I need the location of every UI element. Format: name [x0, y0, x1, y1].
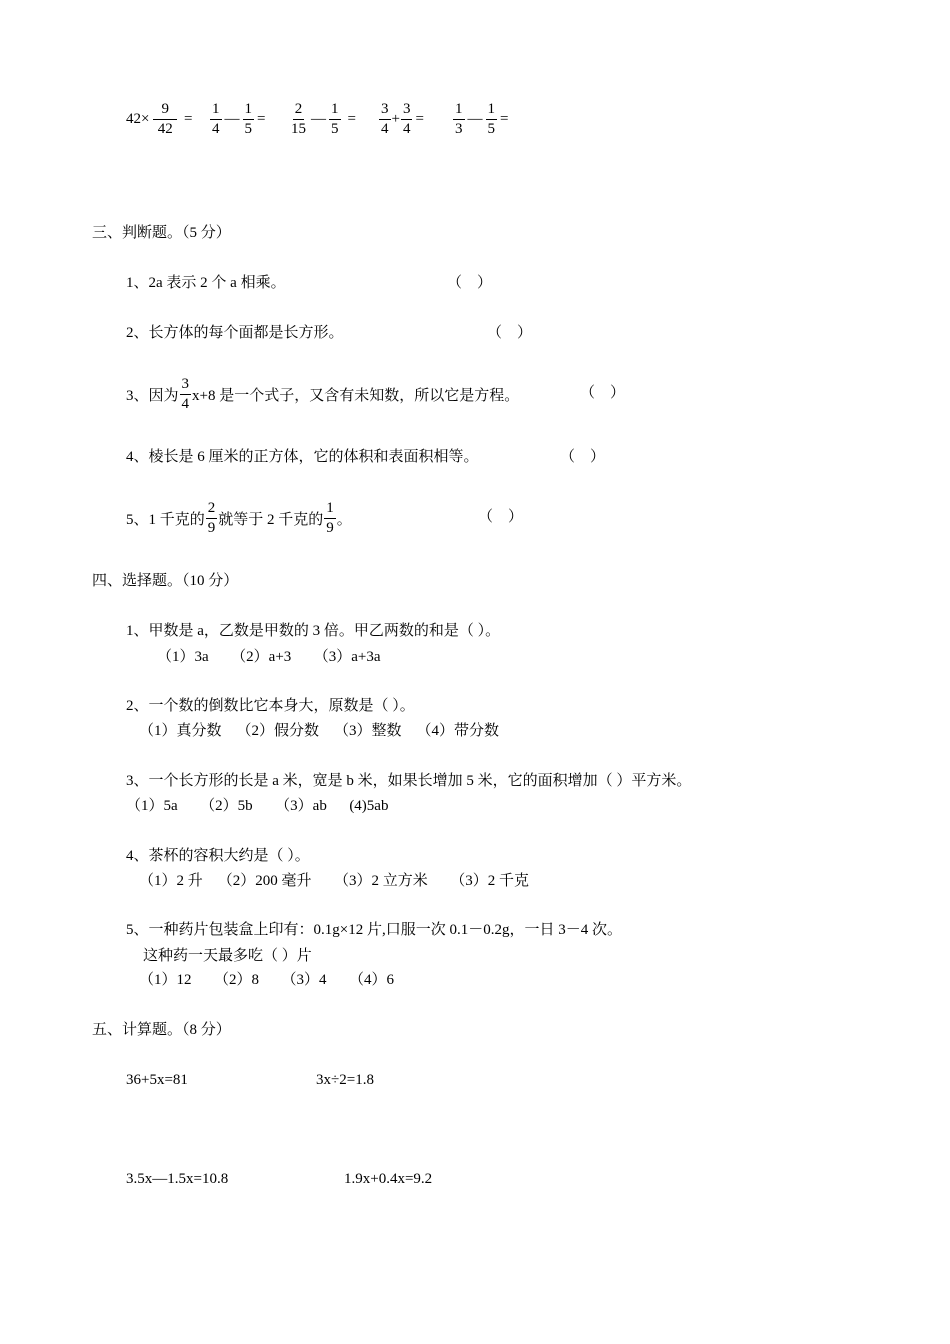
expr-5-fraction-a — [453, 101, 465, 138]
fraction-denominator: 5 — [487, 121, 495, 137]
choice-q1-options: （1）3a （2）a+3 （3）a+3a — [157, 649, 381, 665]
choice-q5-options: （1）12 （2）8 （3）4 （4）6 — [139, 972, 395, 988]
fraction-denominator: 5 — [331, 121, 339, 137]
expr-4-operator: + — [391, 111, 400, 127]
fraction-denominator: 4 — [381, 121, 389, 137]
fraction-denominator: 9 — [207, 520, 216, 536]
fraction-numerator: 1 — [486, 101, 498, 120]
expr-4-equals: = — [415, 111, 424, 127]
expr-3-fraction-b — [329, 101, 341, 138]
expr-5-operator: — — [467, 111, 483, 127]
judge-q3-text — [126, 376, 519, 413]
choice-q2-text: 2、一个数的倒数比它本身大，原数是（ ）。 — [126, 698, 415, 714]
expr-3-fraction-a — [289, 101, 308, 138]
calc-equation-4: 1.9x+0.4x=9.2 — [344, 1171, 433, 1187]
expr-2-fraction-a — [210, 101, 222, 138]
judge-q5-fraction-a — [206, 500, 218, 537]
expr-2-equals: = — [257, 111, 266, 127]
judge-q3-prefix: 3、因为 — [126, 388, 179, 404]
judge-q5-middle: 就等于 2 千克的 — [218, 512, 324, 528]
expr-1-prefix: 42× — [126, 111, 150, 127]
expr-4-fraction-b — [401, 101, 413, 138]
section5-title: 五、计算题。（8 分） — [92, 1022, 231, 1038]
expr-4 — [378, 101, 426, 138]
judge-q5-fraction-b — [324, 500, 336, 537]
calc-equation-3: 3.5x—1.5x=10.8 — [126, 1171, 229, 1187]
fraction-denominator: 9 — [326, 520, 334, 536]
fraction-denominator: 3 — [455, 121, 463, 137]
calc-equation-1: 36+5x=81 — [126, 1072, 188, 1088]
judge-q4-text: 4、棱长是 6 厘米的正方体，它的体积和表面积相等。 — [126, 449, 479, 465]
fraction-numerator: 2 — [293, 101, 305, 120]
fraction-numerator: 1 — [243, 101, 255, 120]
expr-3-equals: = — [347, 111, 356, 127]
fraction-numerator: 1 — [210, 101, 222, 120]
choice-q5-line2: 这种药一天最多吃（ ）片 — [143, 948, 312, 964]
expr-2-fraction-b — [243, 101, 255, 138]
expr-5-fraction-b — [486, 101, 498, 138]
judge-q3-fraction — [180, 376, 192, 413]
choice-q4-options: （1）2 升 （2）200 毫升 （3）2 立方米 （3）2 千克 — [139, 873, 530, 889]
choice-q1-text: 1、甲数是 a，乙数是甲数的 3 倍。甲乙两数的和是（ ）。 — [126, 623, 501, 639]
expr-3 — [288, 101, 358, 138]
choice-q3-options: （1）5a （2）5b （3）ab (4)5ab — [126, 798, 389, 814]
expr-1-fraction — [153, 101, 177, 138]
expr-4-fraction-a — [379, 101, 391, 138]
expr-5 — [452, 101, 510, 138]
judge-q3-answer-blank[interactable]: （ ） — [580, 385, 626, 401]
fraction-numerator: 1 — [324, 500, 336, 519]
judge-q5-suffix: 。 — [336, 512, 352, 528]
calc-equation-2: 3x÷2=1.8 — [316, 1072, 374, 1088]
fraction-denominator: 42 — [157, 121, 173, 137]
fraction-numerator: 3 — [379, 101, 391, 120]
fraction-denominator: 4 — [402, 121, 411, 137]
judge-q4-answer-blank[interactable]: （ ） — [560, 449, 606, 465]
fraction-numerator: 1 — [329, 101, 341, 120]
judge-q5-text — [126, 500, 352, 537]
expr-3-operator: — — [311, 111, 326, 127]
section4-title: 四、选择题。（10 分） — [92, 573, 239, 589]
fraction-numerator: 3 — [401, 101, 413, 120]
judge-q5-answer-blank[interactable]: （ ） — [478, 509, 524, 525]
choice-q4-text: 4、茶杯的容积大约是（ ）。 — [126, 848, 310, 864]
expr-2 — [209, 101, 267, 138]
expr-5-equals: = — [500, 111, 509, 127]
fraction-numerator: 1 — [453, 101, 465, 120]
fraction-numerator: 3 — [180, 376, 192, 395]
choice-q2-options: （1）真分数 （2）假分数 （3）整数 （4）带分数 — [139, 723, 500, 739]
fraction-numerator: 9 — [153, 101, 177, 120]
judge-q1-text: 1、2a 表示 2 个 a 相乘。 — [126, 275, 286, 291]
expr-2-operator: — — [224, 111, 240, 127]
choice-q5-text: 5、一种药片包装盒上印有：0.1g×12 片,口服一次 0.1－0.2g，一日 3－4 次。 — [126, 922, 622, 938]
judge-q1-answer-blank[interactable]: （ ） — [447, 275, 493, 291]
fraction-denominator: 5 — [244, 121, 252, 137]
fraction-denominator: 4 — [212, 121, 220, 137]
judge-q3-suffix: x+8 是一个式子，又含有未知数，所以它是方程。 — [192, 388, 520, 404]
fraction-numerator: 2 — [206, 500, 218, 519]
choice-q3-text: 3、一个长方形的长是 a 米，宽是 b 米，如果长增加 5 米，它的面积增加（ ）平方米。 — [126, 773, 692, 789]
fraction-denominator: 4 — [181, 396, 190, 412]
expr-1 — [126, 101, 194, 138]
fraction-denominator: 15 — [291, 121, 306, 137]
judge-q2-text: 2、长方体的每个面都是长方形。 — [126, 325, 344, 341]
section3-title: 三、判断题。（5 分） — [92, 225, 231, 241]
judge-q5-prefix: 5、1 千克的 — [126, 512, 205, 528]
judge-q2-answer-blank[interactable]: （ ） — [487, 325, 533, 341]
expr-1-equals: = — [183, 111, 193, 127]
